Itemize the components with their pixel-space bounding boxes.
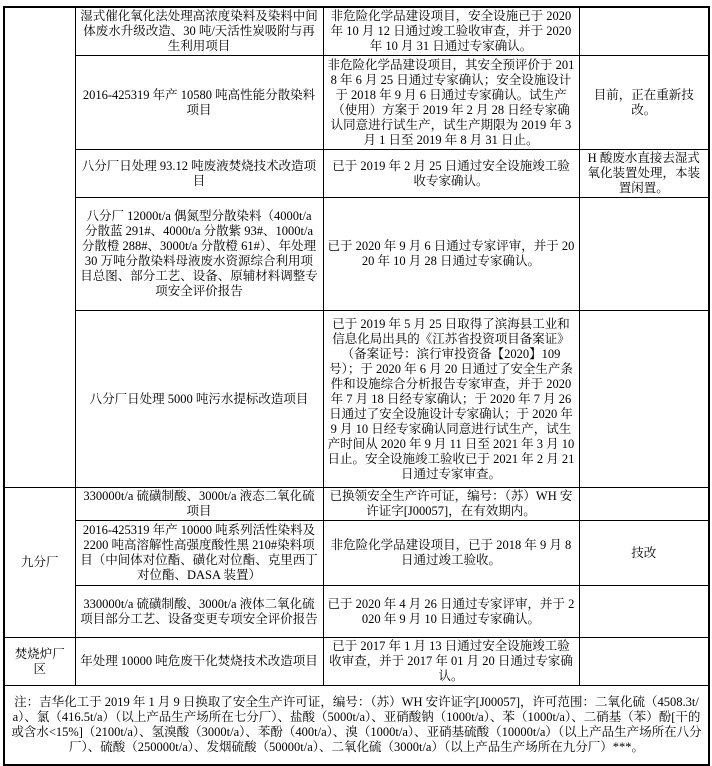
approval-cell: 非危险化学品建设项目，安全设施已于 2020 年 10 月 12 日通过竣工验收审查，并于 2020 年 10 月 31 日通过专家确认。 <box>323 7 579 56</box>
table-row <box>4 311 709 488</box>
project-cell: 2016-425319 年产 10580 吨高性能分散染料项目 <box>75 56 323 150</box>
table-row <box>4 198 709 311</box>
project-cell: 2016-425319 年产 10000 吨系列活性染料及 2200 吨高溶解性高强度酸性黑 210#染料项目（中间体对位酯、磺化对位酯、克里西丁对位酯、DASA 装置） <box>75 521 323 586</box>
remark-cell: 目前，正在重新技改。 <box>579 56 709 150</box>
table-row <box>4 638 709 686</box>
document-page <box>3 6 708 766</box>
factory-cell: 焚烧炉厂区 <box>4 638 75 686</box>
approval-cell: 非危险化学品建设项目，已于 2018 年 9 月 8 日通过竣工验收。 <box>323 521 579 586</box>
approval-cell: 已于 2019 年 2 月 25 日通过安全设施竣工验收专家确认。 <box>323 150 579 198</box>
project-cell: 年处理 10000 吨危废干化焚烧技术改造项目 <box>75 638 323 686</box>
remark-cell <box>579 7 709 56</box>
table-row <box>4 150 709 198</box>
approval-cell: 非危险化学品建设项目，其安全预评价于 2018 年 6 月 25 日通过专家确认；安全设施设计于 2018 年 9 月 6 日通过专家确认。试生产（使用）方案于 2019 年 2 月 28 日经专家确认同意进行试生产，试生产期限为 2019 年 3 月 1 日至 2019 年 8 月 31 日止。 <box>323 56 579 150</box>
project-cell: 八分厂 12000t/a 偶氮型分散染料（4000t/a 分散蓝 291#、4000t/a 分散紫 93#、1000t/a 分散橙 288#、3000t/a 分散橙 61#）、年处理 30 万吨分散染料母液废水资源综合利用项目总图、部分工艺、设备、原辅材料调整专项安全评价报告 <box>75 198 323 311</box>
remark-cell <box>579 198 709 311</box>
safety-approval-table <box>3 6 710 766</box>
table-row <box>4 7 709 56</box>
remark-cell: 技改 <box>579 521 709 586</box>
approval-cell: 已于 2019 年 5 月 25 日取得了滨海县工业和信息化局出具的《江苏省投资项目备案证》（备案证号：滨行审投资备【2020】109 号）；于 2020 年 6 月 20 日通过了安全生产条件和设施综合分析报告专家审查，并于 2020 年 7 月 18 日经专家确认；于 2020 年 7 月 26 日通过了安全设施设计专家确认；于 2020 年 9 月 10 日经专家确认同意进行试生产，试生产时间从 2020 年 9 月 11 日至 2021 年 3 月 10 日止。安全设施竣工验收已于 2021 年 2 月 21 日通过专家审查。 <box>323 311 579 488</box>
approval-cell: 已于 2020 年 9 月 6 日通过专家评审，并于 2020 年 10 月 28 日通过专家确认。 <box>323 198 579 311</box>
approval-cell: 已于 2017 年 1 月 13 日通过安全设施竣工验收审查，并于 2017 年 01 月 20 日通过专家确认。 <box>323 638 579 686</box>
remark-cell <box>579 488 709 521</box>
project-cell: 330000t/a 硫磺制酸、3000t/a 液体二氧化硫项目部分工艺、设备变更专项安全评价报告 <box>75 586 323 638</box>
factory-cell: 九分厂 <box>4 488 75 638</box>
project-cell: 八分厂日处理 93.12 吨废液焚烧技术改造项目 <box>75 150 323 198</box>
note-text: 注：吉华化工于 2019 年 1 月 9 日换取了安全生产许可证，编号：（苏）WH 安许证字[J00057]，许可范围：二氧化硫（4508.3t/a）、氯（416.5t/a）（以上产品生产场所在七分厂）、盐酸（5000t/a）、亚硝酸钠（1000t/a）、苯（1000t/a）、二硝基（苯）酚[干的或含水<15%]（2100t/a）、氢溴酸（3000t/a）、苯酚（400t/a）、溴（1000t/a）、亚硝基硫酸（10000t/a）（以上产品生产场所在八分厂）、硫酸（250000t/a）、发烟硫酸（50000t/a）、二氧化硫（3000t/a）（以上产品生产场所在九分厂）***。 <box>4 686 709 765</box>
remark-cell <box>579 311 709 488</box>
factory-cell <box>4 7 75 488</box>
table-row <box>4 586 709 638</box>
approval-cell: 已于 2020 年 4 月 26 日通过专家评审，并于 2020 年 9 月 10 日通过专家确认。 <box>323 586 579 638</box>
project-cell: 330000t/a 硫磺制酸、3000t/a 液态二氧化硫项目 <box>75 488 323 521</box>
table-row <box>4 686 709 765</box>
approval-cell: 已换领安全生产许可证，编号：（苏）WH 安许证字[J00057]，在有效期内。 <box>323 488 579 521</box>
table-row <box>4 488 709 521</box>
project-cell: 八分厂日处理 5000 吨污水提标改造项目 <box>75 311 323 488</box>
table-row <box>4 521 709 586</box>
project-cell: 湿式催化氧化法处理高浓度染料及染料中间体废水升级改造、30 吨/天活性炭吸附与再生利用项目 <box>75 7 323 56</box>
remark-cell: H 酸废水直接去湿式氧化装置处理，本装置闲置。 <box>579 150 709 198</box>
remark-cell <box>579 586 709 638</box>
remark-cell <box>579 638 709 686</box>
table-row <box>4 56 709 150</box>
